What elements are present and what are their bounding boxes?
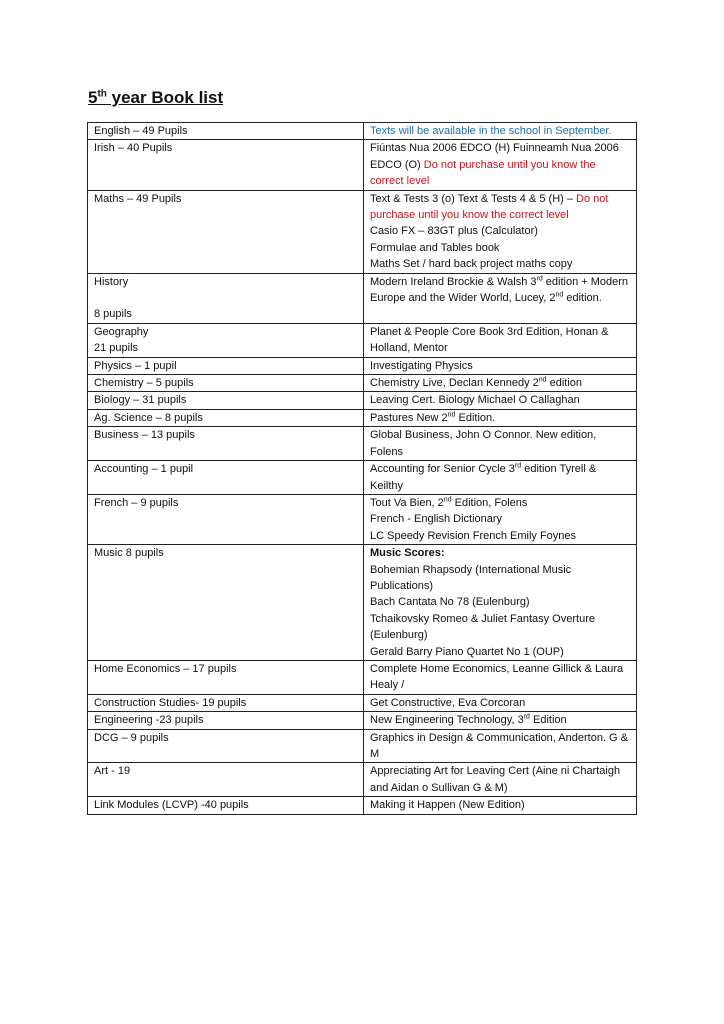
table-row	[88, 427, 637, 461]
book-entry	[370, 410, 630, 426]
book-text: edition	[546, 377, 583, 390]
subject-cell	[88, 140, 364, 190]
book-text: Gerald Barry Piano Quartet No 1 (OUP)	[370, 645, 564, 658]
table-row	[88, 392, 637, 409]
subject-cell	[88, 409, 364, 426]
book-text: French - English Dictionary	[370, 513, 503, 526]
table-row	[88, 660, 637, 694]
book-text: Accounting for Senior Cycle 3	[370, 463, 515, 476]
books-cell	[364, 427, 637, 461]
books-cell	[364, 123, 637, 140]
table-row	[88, 357, 637, 374]
book-entry	[370, 358, 630, 374]
book-entry	[370, 661, 630, 694]
table-row	[88, 712, 637, 729]
book-entry	[370, 191, 630, 224]
book-text: Complete Home Economics, Leanne Gillick & Laura Healy /	[370, 662, 624, 692]
table-row	[88, 409, 637, 426]
subject-pupils: 21 pupils	[94, 342, 139, 355]
table-row	[88, 729, 637, 763]
book-text: Edition	[529, 714, 567, 727]
subject-cell	[88, 375, 364, 392]
table-row	[88, 123, 637, 140]
subject-cell	[88, 427, 364, 461]
table-row	[88, 461, 637, 495]
book-entry	[370, 495, 630, 511]
book-entry	[370, 123, 630, 139]
superscript: nd	[447, 411, 456, 419]
book-entry	[370, 611, 630, 644]
book-text: Graphics in Design & Communication, Anderton. G & M	[370, 731, 629, 761]
book-text: Get Constructive, Eva Corcoran	[370, 696, 526, 709]
book-text: edition.	[563, 292, 602, 305]
subject-cell	[88, 123, 364, 140]
warning-text: Do not purchase until you know the correct level	[370, 158, 596, 188]
warning-text: Do not purchase until you know the correct level	[370, 192, 609, 222]
subject-label: Geography	[94, 325, 149, 338]
subject-cell	[88, 545, 364, 661]
book-text: Modern Ireland Brockie & Walsh 3	[370, 275, 537, 288]
subject-cell	[88, 763, 364, 797]
book-entry	[370, 256, 630, 272]
books-cell	[364, 323, 637, 357]
subject-cell	[88, 729, 364, 763]
book-entry	[370, 730, 630, 763]
books-cell	[364, 494, 637, 544]
book-entry	[370, 594, 630, 610]
book-entry	[370, 240, 630, 256]
book-text: Formulae and Tables book	[370, 241, 500, 254]
subject-label: Home Economics – 17 pupils	[94, 662, 237, 675]
book-entry	[370, 712, 630, 728]
superscript: nd	[443, 496, 452, 504]
subject-cell	[88, 494, 364, 544]
table-row	[88, 273, 637, 323]
subject-cell	[88, 694, 364, 711]
book-text: Bohemian Rhapsody (International Music Publications)	[370, 563, 572, 592]
book-entry	[370, 375, 630, 391]
notice-text: Texts will be available in the school in September.	[370, 125, 612, 137]
table-row	[88, 694, 637, 711]
subject-label: Art - 19	[94, 765, 131, 778]
subject-cell	[88, 797, 364, 814]
title-prefix: 5	[88, 88, 98, 107]
book-entry	[370, 797, 630, 813]
title-superscript: th	[97, 88, 107, 100]
subject-cell	[88, 392, 364, 409]
books-cell	[364, 545, 637, 661]
subject-label: Chemistry – 5 pupils	[94, 377, 194, 390]
subject-label: French – 9 pupils	[94, 496, 179, 509]
table-row	[88, 323, 637, 357]
book-text: Maths Set / hard back project maths copy	[370, 258, 573, 271]
book-entry	[370, 223, 630, 239]
book-text: Global Business, John O Connor. New edition, Folens	[370, 429, 597, 458]
books-cell	[364, 409, 637, 426]
table-row	[88, 140, 637, 190]
subject-label: History	[94, 275, 129, 288]
subject-cell	[88, 461, 364, 495]
book-text: Chemistry Live, Declan Kennedy 2	[370, 377, 539, 390]
book-text: edition + Modern Europe and the Wider World, Lucey, 2	[370, 275, 629, 305]
book-text: Leaving Cert. Biology Michael O Callaghan	[370, 394, 580, 407]
book-entry	[370, 763, 630, 796]
book-text: Making it Happen (New Edition)	[370, 799, 525, 812]
books-cell	[364, 140, 637, 190]
book-text: Bach Cantata No 78 (Eulenburg)	[370, 596, 530, 609]
book-text: Pastures New 2	[370, 411, 448, 424]
book-entry	[370, 461, 630, 494]
book-text: New Engineering Technology, 3	[370, 714, 524, 727]
book-text: Casio FX – 83GT plus (Calculator)	[370, 225, 538, 238]
book-text: Edition.	[455, 411, 496, 424]
superscript: rd	[523, 713, 530, 721]
subject-label: Accounting – 1 pupil	[94, 463, 194, 476]
book-text: Investigating Physics	[370, 359, 473, 372]
books-cell	[364, 729, 637, 763]
book-text: Fiúntas Nua 2006 EDCO (H) Fuinneamh Nua 2006 EDCO (O)	[370, 142, 619, 171]
subject-label: Physics – 1 pupil	[94, 359, 177, 372]
table-row	[88, 763, 637, 797]
book-text: Text & Tests 3 (o) Text & Tests 4 & 5 (H) –	[370, 192, 577, 205]
book-entry	[370, 511, 630, 527]
subject-label: Link Modules (LCVP) -40 pupils	[94, 799, 249, 812]
table-row	[88, 545, 637, 661]
book-entry	[370, 528, 630, 544]
books-cell	[364, 190, 637, 273]
subject-label: Ag. Science – 8 pupils	[94, 411, 203, 424]
superscript: nd	[555, 291, 564, 299]
book-text: Appreciating Art for Leaving Cert (Aine ni Chartaigh and Aidan o Sullivan G & M)	[370, 765, 621, 794]
table-row	[88, 797, 637, 814]
book-text: Music Scores:	[370, 547, 445, 560]
books-cell	[364, 392, 637, 409]
subject-label: English – 49 Pupils	[94, 125, 188, 137]
book-entry	[370, 644, 630, 660]
books-cell	[364, 797, 637, 814]
books-cell	[364, 461, 637, 495]
title-rest: year Book list	[106, 88, 224, 107]
subject-cell	[88, 712, 364, 729]
subject-label: Music 8 pupils	[94, 547, 164, 560]
books-cell	[364, 694, 637, 711]
book-entry	[370, 562, 630, 595]
table-row	[88, 494, 637, 544]
subject-label: Engineering -23 pupils	[94, 714, 204, 727]
subject-label: Business – 13 pupils	[94, 429, 195, 442]
book-text: Tchaikovsky Romeo & Juliet Fantasy Overture (Eulenburg)	[370, 612, 595, 642]
subject-label: Irish – 40 Pupils	[94, 142, 173, 155]
subject-pupils: 8 pupils	[94, 308, 132, 321]
table-row	[88, 375, 637, 392]
subject-cell	[88, 323, 364, 357]
book-text: Edition, Folens	[451, 496, 528, 509]
table-row	[88, 190, 637, 273]
book-entry	[370, 140, 630, 189]
book-text: Planet & People Core Book 3rd Edition, Honan & Holland, Mentor	[370, 325, 609, 355]
books-cell	[364, 712, 637, 729]
book-entry	[370, 392, 630, 408]
subject-label: Construction Studies- 19 pupils	[94, 696, 247, 709]
book-list-table	[87, 122, 637, 815]
page-title	[88, 88, 223, 108]
books-cell	[364, 763, 637, 797]
subject-cell	[88, 660, 364, 694]
subject-label: DCG – 9 pupils	[94, 731, 169, 744]
book-entry	[370, 274, 630, 307]
subject-cell	[88, 273, 364, 323]
superscript: nd	[538, 376, 547, 384]
book-entry	[370, 545, 630, 561]
book-entry	[370, 695, 630, 711]
book-text: LC Speedy Revision French Emily Foynes	[370, 529, 577, 542]
subject-label: Maths – 49 Pupils	[94, 192, 182, 205]
book-entry	[370, 427, 630, 460]
subject-label: Biology – 31 pupils	[94, 394, 187, 407]
books-cell	[364, 273, 637, 323]
subject-cell	[88, 357, 364, 374]
book-text: Tout Va Bien, 2	[370, 496, 444, 509]
books-cell	[364, 357, 637, 374]
book-entry	[370, 324, 630, 357]
book-text: edition Tyrell & Keilthy	[370, 463, 597, 492]
books-cell	[364, 375, 637, 392]
books-cell	[364, 660, 637, 694]
subject-cell	[88, 190, 364, 273]
superscript: rd	[536, 275, 543, 282]
book-list-body	[88, 123, 637, 815]
superscript: rd	[514, 462, 522, 470]
